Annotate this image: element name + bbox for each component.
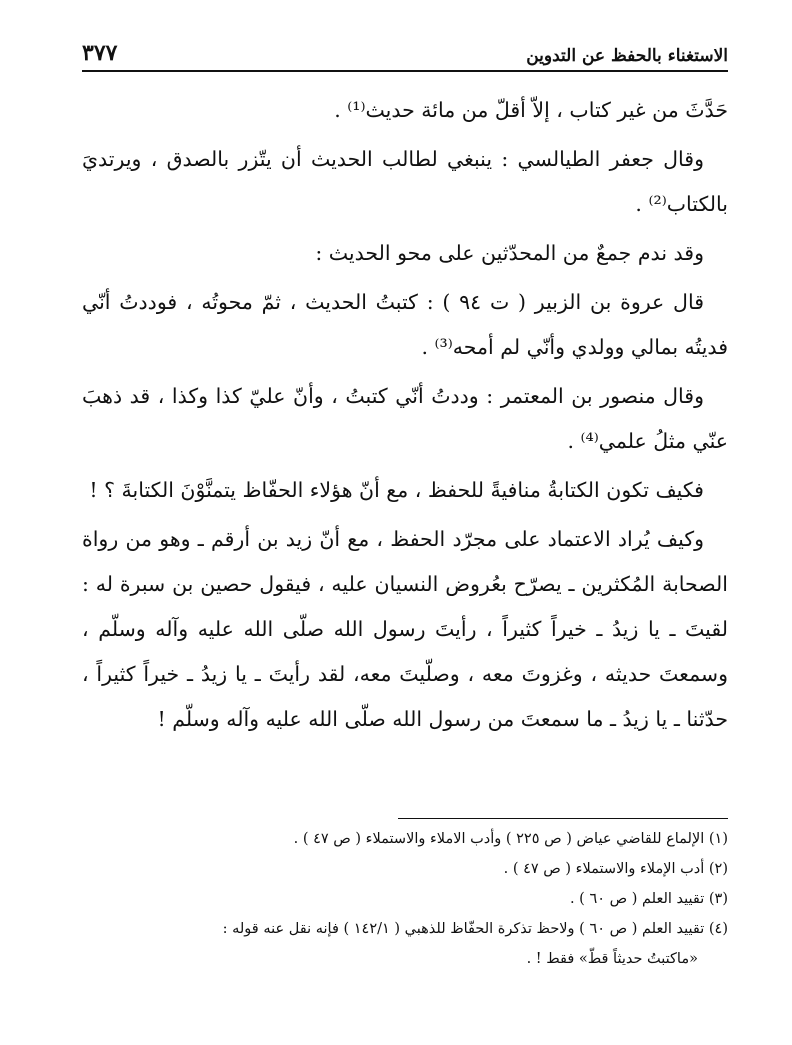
paragraph-7: وكيف يُراد الاعتماد على مجرّد الحفظ ، مع أنّ زيد بن أرقم ـ وهو من رواة الصحابة المُكثرين ـ يصرّح بعُروض النسيان عليه ، فيقول حصين بن سبرة له : لقيتَ ـ يا زيدُ ـ خيراً كثيراً ، رأيتَ رسول الله صلّى الله عليه وآله وسلّم ، وسمعتَ حديثه ، وغزوتَ معه ، وصلّيتَ معه، لقد رأيتَ ـ يا زيدُ ـ خيراً كثيراً ، حدّثنا ـ يا زيدُ ـ ما سمعتَ من رسول الله صلّى الله عليه وآله وسلّم !: [82, 527, 728, 731]
page-body: [82, 88, 728, 742]
paragraph-4: قال عروة بن الزبير ( ت ٩٤ ) : كتبتُ الحديث ، ثمّ محوتُه ، فوددتُ أنّي فديتُه بمالي وولدي وأنّي لم أمحه⁽³⁾ .: [82, 290, 728, 359]
paragraph-5: وقال منصور بن المعتمر : وددتُ أنّي كتبتُ ، وأنّ عليّ كذا وكذا ، قد ذهبَ عنّي مثلُ علمي⁽⁴⁾ .: [82, 384, 728, 453]
footnote-4-continued: «ماكتبتُ حديثاً قطّ» فقط ! .: [526, 951, 698, 967]
footnote-2: (٢) أدب الإملاء والاستملاء ( ص ٤٧ ) .: [503, 861, 728, 877]
paragraph-1: حَدَّثَ من غير كتاب ، إلاّ أقلّ من مائة حديث⁽¹⁾ .: [334, 98, 728, 122]
footnote-1: (١) الإلماع للقاضي عياض ( ص ٢٢٥ ) وأدب الاملاء والاستملاء ( ص ٤٧ ) .: [293, 831, 728, 847]
footnote-rule: [398, 818, 728, 819]
footnote-3: (٣) تقييد العلم ( ص ٦٠ ) .: [569, 891, 728, 907]
running-title: الاستغناء بالحفظ عن التدوين: [526, 46, 728, 66]
paragraph-2: وقال جعفر الطيالسي : ينبغي لطالب الحديث أن يتّزر بالصدق ، ويرتديَ بالكتاب⁽²⁾ .: [82, 147, 728, 216]
paragraph-6: فكيف تكون الكتابةُ منافيةً للحفظ ، مع أنّ هؤلاء الحفّاظ يتمنَّوْنَ الكتابةَ ؟ !: [89, 478, 704, 502]
header-rule: [82, 70, 728, 72]
page-number: ٣٧٧: [82, 40, 118, 66]
paragraph-3: وقد ندم جمعٌ من المحدّثين على محو الحديث :: [315, 241, 704, 265]
footnotes: [82, 824, 728, 974]
page-header: [82, 26, 728, 66]
footnote-4: (٤) تقييد العلم ( ص ٦٠ ) ولاحظ تذكرة الحفّاظ للذهبي ( ١٤٢/١ ) فإنه نقل عنه قوله :: [222, 921, 728, 937]
